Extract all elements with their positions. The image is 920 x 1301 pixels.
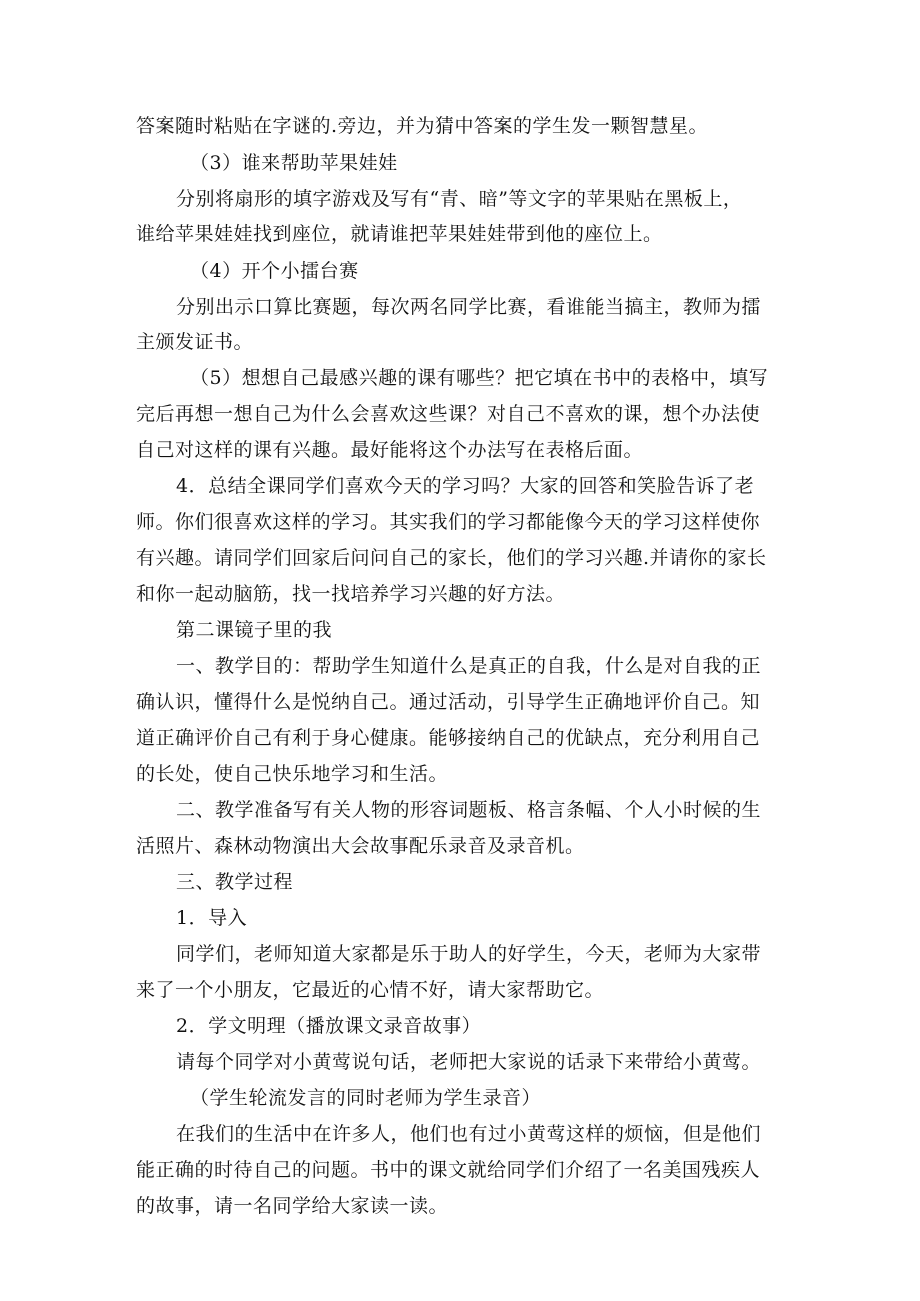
subsection-heading: 2．学文明理（播放课文录音故事）: [176, 1015, 482, 1037]
subsection-heading: （3）谁来帮助苹果娃娃: [190, 152, 398, 174]
text-line: 完后再想一想自己为什么会喜欢这些课？对自己不喜欢的课，想个办法使: [136, 403, 761, 425]
text-line: 来了一个小朋友，它最近的心情不好，请大家帮助它。: [136, 979, 605, 1001]
subsection-heading: 1．导入: [176, 907, 248, 929]
text-line: 请每个同学对小黄莺说句话，老师把大家说的话录下来带给小黄莺。: [176, 1051, 762, 1073]
text-line: 师。你们很喜欢这样的学习。其实我们的学习都能像今天的学习这样使你: [136, 511, 761, 533]
subsection-heading: （5）想想自己最感兴趣的课有哪些？把它填在书中的表格中，填写: [190, 367, 769, 389]
text-line: 自己对这样的课有兴趣。最好能将这个办法写在表格后面。: [136, 439, 644, 461]
text-line: 分别将扇形的填字游戏及写有“青、暗”等文字的苹果贴在黑板上，: [176, 188, 743, 210]
section-heading: 一、教学目的：帮助学生知道什么是真正的自我，什么是对自我的正: [176, 655, 762, 677]
section-heading: 4．总结全课同学们喜欢今天的学习吗？大家的回答和笑脸告诉了老: [176, 475, 755, 497]
subsection-heading: （4）开个小擂台赛: [190, 260, 359, 282]
text-line: 能正确的时待自己的问题。书中的课文就给同学们介绍了一名美国残疾人: [136, 1159, 761, 1181]
section-heading: 二、教学准备写有关人物的形容词题板、格言条幅、个人小时候的生: [176, 799, 762, 821]
text-line: 答案随时粘贴在字谜的.旁边，并为猜中答案的学生发一颗智慧星。: [136, 115, 709, 137]
text-line: 同学们，老师知道大家都是乐于助人的好学生，今天，老师为大家带: [176, 943, 762, 965]
text-line: 谁给苹果娃娃找到座位，就请谁把苹果娃娃带到他的座位上。: [136, 223, 663, 245]
section-heading: 三、教学过程: [176, 871, 294, 893]
lesson-title: 第二课镜子里的我: [176, 619, 333, 641]
text-line: 确认识，懂得什么是悦纳自己。通过活动，引导学生正确地评价自己。知: [136, 691, 761, 713]
text-line: 道正确评价自己有利于身心健康。能够接纳自己的优缺点，充分利用自己: [136, 727, 761, 749]
text-line: 活照片、森林动物演出大会故事配乐录音及录音机。: [136, 835, 585, 857]
text-line: 和你一起动脑筋，找一找培养学习兴趣的好方法。: [136, 583, 566, 605]
text-line: 主颁发证书。: [136, 331, 254, 353]
text-line: 的故事，请一名同学给大家读一读。: [136, 1195, 449, 1217]
text-line: 在我们的生活中在许多人，他们也有过小黄莺这样的烦恼，但是他们: [176, 1123, 762, 1145]
text-line: 的长处，使自己快乐地学习和生活。: [136, 763, 449, 785]
text-line: 有兴趣。请同学们回家后问问自己的家长，他们的学习兴趣.并请你的家长: [136, 547, 767, 569]
text-line: （学生轮流发言的同时老师为学生录音）: [190, 1087, 542, 1109]
text-line: 分别出示口算比赛题，每次两名同学比赛，看谁能当搞主，教师为擂: [176, 296, 762, 318]
